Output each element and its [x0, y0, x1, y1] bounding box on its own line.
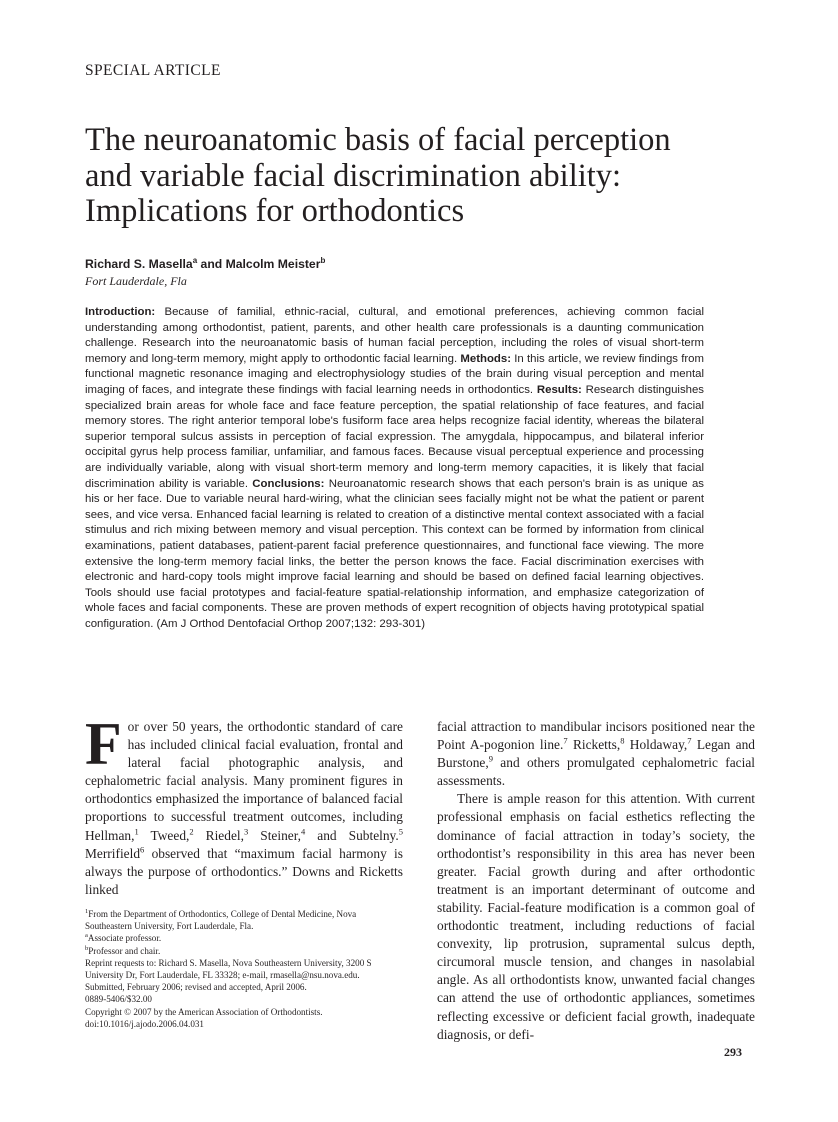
footnote-text: Professor and chair.	[88, 945, 161, 956]
reference-marker: 7	[687, 735, 692, 746]
title-line: Implications for orthodontics	[85, 193, 465, 229]
footnote-text: From the Department of Orthodontics, College of Dental Medicine, Nova Southeastern University, Fort Lauderdale, Fla.	[85, 909, 357, 932]
body-column-left	[85, 711, 403, 899]
footnote-text: Associate professor.	[87, 933, 162, 944]
footnote-reprint: Reprint requests to: Richard S. Masella, Nova Southeastern University, 3200 S University Dr, Fort Lauderdale, FL 33328; e-mail, rmasella@nsu.nova.edu.	[85, 957, 372, 981]
body-text: Steiner,	[248, 827, 301, 843]
abstract	[85, 305, 704, 632]
body-text: observed that “maximum facial harmony is always the purpose of orthodontics.” Downs and Ricketts linked	[85, 845, 403, 897]
body-text: Merrifield	[85, 845, 141, 861]
body-paragraph	[85, 711, 403, 899]
footnote-author-a	[85, 932, 403, 944]
title-line: The neuroanatomic basis of facial perception	[85, 122, 671, 158]
reference-marker: 2	[189, 826, 194, 837]
author-list	[85, 256, 325, 271]
reference-marker: 9	[488, 753, 493, 764]
body-text: Tweed,	[138, 827, 190, 843]
abstract-label-conclusions: Conclusions:	[252, 477, 325, 490]
footnote-copyright: Copyright © 2007 by the American Association of Orthodontists.	[85, 1006, 323, 1017]
title-line: and variable facial discrimination ability:	[85, 157, 622, 194]
reference-marker: 6	[140, 844, 145, 855]
body-text: and others promulgated cephalometric facial assessments.	[437, 755, 755, 789]
reference-marker: 5	[398, 826, 403, 837]
footnote-affiliation	[85, 908, 403, 932]
abstract-label-methods: Methods:	[460, 352, 511, 365]
body-text: Riedel,	[193, 827, 244, 843]
footnote-issn: 0889-5406/$32.00	[85, 994, 152, 1005]
footnote-author-b	[85, 945, 403, 957]
reference-marker: 8	[620, 735, 625, 746]
article-title	[85, 123, 765, 230]
author-location: Fort Lauderdale, Fla	[85, 274, 187, 288]
drop-cap: F	[85, 711, 122, 777]
footnote-marker: a	[85, 932, 88, 940]
body-text: Holdaway,	[624, 737, 688, 753]
body-paragraph: There is ample reason for this attention. With current professional emphasis on facial esthetics reflecting the dominance of facial attraction in today’s society, the orthodontist’s responsibility in this area has never been greater. Facial growth during and after orthodontic treatment is an important determinant of outcome and stability. Facial-feature modification is a common goal of orthodontic treatment, including reductions of facial convexity, lip protrusion, supramental sulcus depth, circumoral muscle tension, and changes in nasolabial angle. As all orthodontists know, unwanted facial changes can attend the use of orthodontic appliances, sometimes reflecting excessive or deficient facial growth, inadequate diagnosis, or defi-	[437, 791, 755, 1042]
affiliation-marker: a	[192, 256, 198, 265]
abstract-label-results: Results:	[536, 383, 582, 396]
author-separator: and	[197, 257, 226, 272]
abstract-label-introduction: Introduction:	[85, 306, 156, 318]
body-text: Legan and Burstone,	[437, 737, 755, 771]
abstract-text: Research distinguishes specialized brain areas for whole face and face feature perception, the spatial relationship of face features, and facial memory stores. The right anterior temporal lobe's fusiform face area helps recognize facial identity, whereas the bilateral superior temporal sulcus assists in perception of facial expression. The amygdala, hippocampus, and bilateral inferior occipital gyrus help process familiar, unfamiliar, and famous faces. Because visual perceptual experience and processing are individually variable, along with visual short-term memory and long-term memory capacities, it is likely that facial discrimination ability is variable.	[85, 383, 705, 490]
author-name: Richard S. Masella	[85, 257, 193, 272]
reference-marker: 7	[563, 735, 568, 746]
body-text: Ricketts,	[567, 737, 621, 753]
body-text: or over 50 years, the orthodontic standard of care has included clinical facial evaluation, frontal and lateral facial photographic analysis, and cephalometric facial analysis. Many prominent figures in orthodontics emphasized the importance of balanced facial proportions to successful treatment outcomes, including Hellman,	[85, 719, 403, 843]
footnote-doi: doi:10.1016/j.ajodo.2006.04.031	[85, 1018, 204, 1029]
page-number: 293	[724, 1045, 742, 1059]
abstract-text: Because of familial, ethnic-racial, cultural, and emotional preferences, achieving common facial understanding among orthodontist, patient, parents, and other health care professionals is a daunting communication challenge. Research into the neuroanatomic basis of human facial perception, including the roles of visual short-term memory and long-term memory, might apply to orthodontic facial learning.	[85, 306, 704, 365]
abstract-text: Neuroanatomic research shows that each person's brain is as unique as his or her face. Due to variable neural hard-wiring, what the clinician sees facially might not be what the patient or parent sees, and vice versa. Enhanced facial learning is related to creation of a distinctive mental context associated with a facial stimulus and rich mixing between memory and visual perception. This context can be formed by information from clinical examinations, patient databases, patient-parent facial preference questionnaires, and functional face viewing. The more extensive the long-term memory facial links, the better the person knows the face. Facial discrimination exercises with electronic and hard-copy tools might improve facial learning and should be based on defined facial learning objectives. Tools should use facial prototypes and facial-feature spatial-relationship information, and emphasize categorization of whole faces and facial components. These are proven methods of expert recognition of objects having prototypical spatial configuration. (Am J Orthod Dentofacial Orthop 2007;132: 293-301)	[85, 477, 704, 630]
footnote-marker: 1	[85, 907, 89, 915]
affiliation-marker: b	[320, 256, 326, 265]
body-paragraph	[437, 718, 755, 790]
abstract-text: In this article, we review findings from functional magnetic resonance imaging and electrophysiology studies of the brain during visual perception and mental imaging of faces, and integrate these findings with facial learning needs in orthodontics.	[85, 352, 704, 396]
reference-marker: 3	[243, 826, 249, 837]
reference-marker: 1	[134, 826, 139, 837]
author-name: Malcolm Meister	[225, 257, 321, 272]
body-text: facial attraction to mandibular incisors positioned near the Point A-pogonion line.	[437, 719, 755, 753]
reference-marker: 4	[300, 826, 306, 837]
footnote-submitted: Submitted, February 2006; revised and accepted, April 2006.	[85, 982, 307, 993]
footnote-marker: b	[85, 944, 89, 952]
footnotes	[85, 908, 403, 1030]
body-column-right	[437, 718, 755, 1044]
body-text: and Subtelny.	[305, 827, 399, 843]
section-label: SPECIAL ARTICLE	[85, 62, 221, 79]
